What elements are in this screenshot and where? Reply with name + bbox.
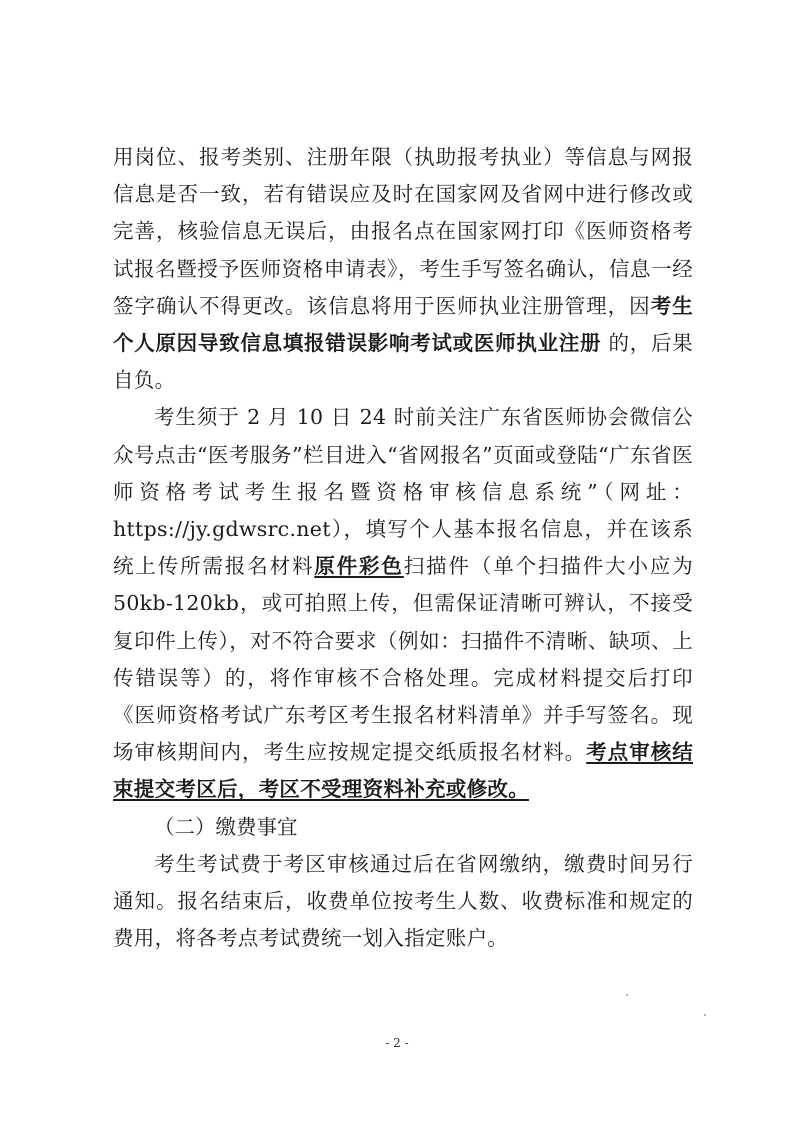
section-heading-payment: （二）缴费事宜 bbox=[154, 814, 298, 839]
paragraph-verification bbox=[113, 139, 693, 399]
scan-speck bbox=[626, 994, 628, 996]
paragraph-online-registration-text: 考生须于 2 月 10 日 24 时前关注广东省医师协会微信公众号点击“医考服务”栏目进入“省网报名”页面或登陆“广东省医师资格考试考生报名暨资格审核信息系统”（网址：https://jy.gdwsrc.net），填写个人基本报名信息，并在该系统上传所需报名材料 bbox=[113, 405, 693, 579]
paragraph-online-registration-middle: 扫描件（单个扫描件大小应为 50kb-120kb，或可拍照上传，但需保证清晰可辨认，不接受复印件上传），对不符合要求（例如：扫描件不清晰、缺项、上传错误等）的，将作审核不合格处理。完成材料提交后打印《医师资格考试广东考区考生报名材料清单》并手写签名。现场审核期间内，考生应按规定提交纸质报名材料。 bbox=[113, 554, 694, 765]
emphasis-self-responsibility: 考生个人原因导致信息填报错误影响考试或医师执业注册 bbox=[113, 293, 693, 356]
body-content bbox=[113, 139, 693, 957]
paragraph-verification-tail: 的，后果自负。 bbox=[113, 331, 693, 393]
paragraph-payment: 考生考试费于考区审核通过后在省网缴纳，缴费时间另行通知。报名结束后，收费单位按考生人数、收费标准和规定的费用，将各考点考试费统一划入指定账户。 bbox=[113, 851, 693, 951]
emphasis-original-color: 原件彩色 bbox=[314, 554, 404, 579]
paragraph-online-registration bbox=[113, 399, 693, 808]
paragraph-verification-text: 用岗位、报考类别、注册年限（执助报考执业）等信息与网报信息是否一致，若有错误应及时在国家网及省网中进行修改或完善，核验信息无误后，由报名点在国家网打印《医师资格考试报名暨授予医师资格申请表》，考生手写签名确认，信息一经签字确认不得更改。该信息将用于医师执业注册管理，因 bbox=[113, 145, 693, 318]
emphasis-no-supplement: 考点审核结束提交考区后，考区不受理资料补充或修改。 bbox=[113, 740, 694, 802]
scan-speck bbox=[704, 1014, 706, 1016]
page-number: - 2 - bbox=[385, 1036, 409, 1050]
